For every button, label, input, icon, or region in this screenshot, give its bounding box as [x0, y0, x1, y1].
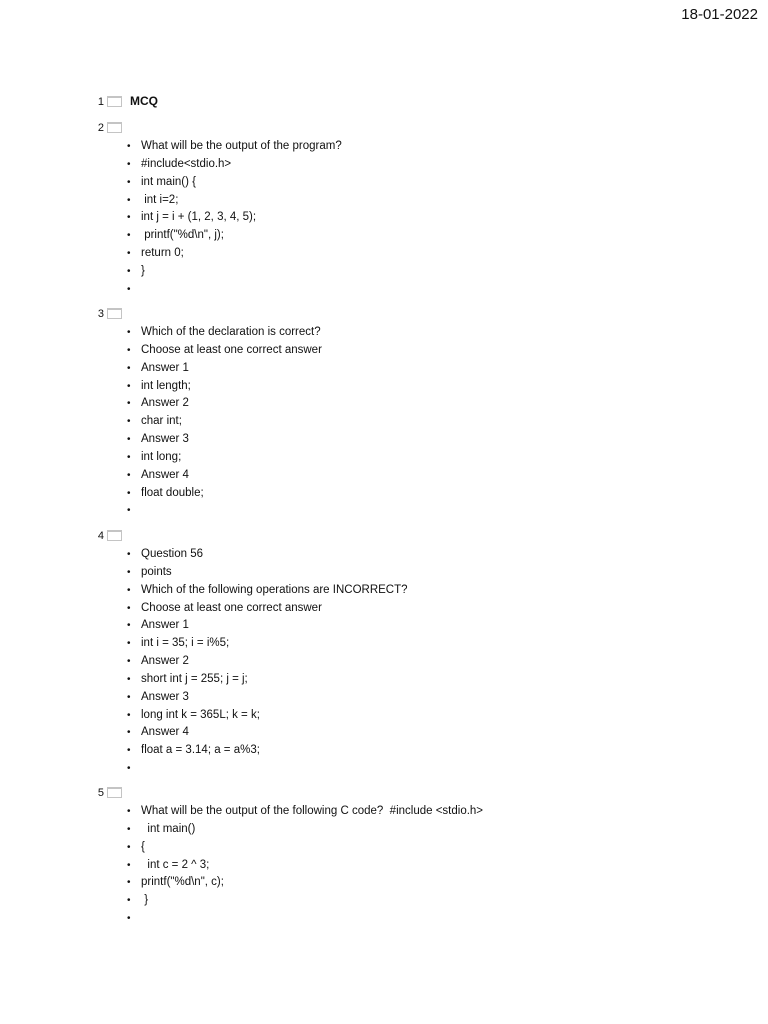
- list-item: • int length;: [127, 378, 322, 396]
- list-item: • Which of the following operations are INCORRECT?: [127, 582, 408, 600]
- list-item: • printf("%d\n", c);: [127, 874, 483, 892]
- list-item: • int c = 2 ^ 3;: [127, 857, 483, 875]
- list-item: • Choose at least one correct answer: [127, 342, 322, 360]
- list-item: • int j = i + (1, 2, 3, 4, 5);: [127, 209, 342, 227]
- list-item: • Choose at least one correct answer: [127, 600, 408, 618]
- list-item: • float double;: [127, 485, 322, 503]
- question-2-lines: [127, 138, 342, 299]
- list-item: • Question 56: [127, 546, 408, 564]
- list-item: • short int j = 255; j = j;: [127, 671, 408, 689]
- question-number: 4: [97, 530, 104, 542]
- list-item: [127, 910, 483, 928]
- question-number: 1: [97, 96, 104, 108]
- question-5-lines: [127, 803, 483, 928]
- list-item: • Answer 3: [127, 431, 322, 449]
- question-4-lines: [127, 546, 408, 778]
- question-3-lines: [127, 324, 322, 520]
- list-item: • float a = 3.14; a = a%3;: [127, 742, 408, 760]
- list-item: • int i = 35; i = i%5;: [127, 635, 408, 653]
- list-item: • long int k = 365L; k = k;: [127, 707, 408, 725]
- list-item: • }: [127, 263, 342, 281]
- list-item: • points: [127, 564, 408, 582]
- list-item: [127, 281, 342, 299]
- list-item: • int main() {: [127, 174, 342, 192]
- list-item: • {: [127, 839, 483, 857]
- checkbox[interactable]: [107, 96, 122, 107]
- list-item: • What will be the output of the program?: [127, 138, 342, 156]
- list-item: • int long;: [127, 449, 322, 467]
- section-heading: MCQ: [130, 94, 158, 108]
- list-item: • Answer 4: [127, 467, 322, 485]
- list-item: • Answer 2: [127, 395, 322, 413]
- checkbox[interactable]: [107, 530, 122, 541]
- list-item: [127, 502, 322, 520]
- question-number: 3: [97, 308, 104, 320]
- list-item: [127, 760, 408, 778]
- list-item: • printf("%d\n", j);: [127, 227, 342, 245]
- list-item: • Which of the declaration is correct?: [127, 324, 322, 342]
- list-item: • int i=2;: [127, 192, 342, 210]
- list-item: • What will be the output of the following C code? #include <stdio.h>: [127, 803, 483, 821]
- list-item: • int main(): [127, 821, 483, 839]
- list-item: • return 0;: [127, 245, 342, 263]
- list-item: • Answer 1: [127, 360, 322, 378]
- question-number: 5: [97, 787, 104, 799]
- question-number: 2: [97, 122, 104, 134]
- list-item: • char int;: [127, 413, 322, 431]
- list-item: • Answer 3: [127, 689, 408, 707]
- checkbox[interactable]: [107, 787, 122, 798]
- list-item: • Answer 4: [127, 724, 408, 742]
- list-item: • Answer 1: [127, 617, 408, 635]
- list-item: • #include<stdio.h>: [127, 156, 342, 174]
- list-item: • Answer 2: [127, 653, 408, 671]
- page-date: 18-01-2022: [681, 6, 758, 23]
- checkbox[interactable]: [107, 308, 122, 319]
- list-item: • }: [127, 892, 483, 910]
- checkbox[interactable]: [107, 122, 122, 133]
